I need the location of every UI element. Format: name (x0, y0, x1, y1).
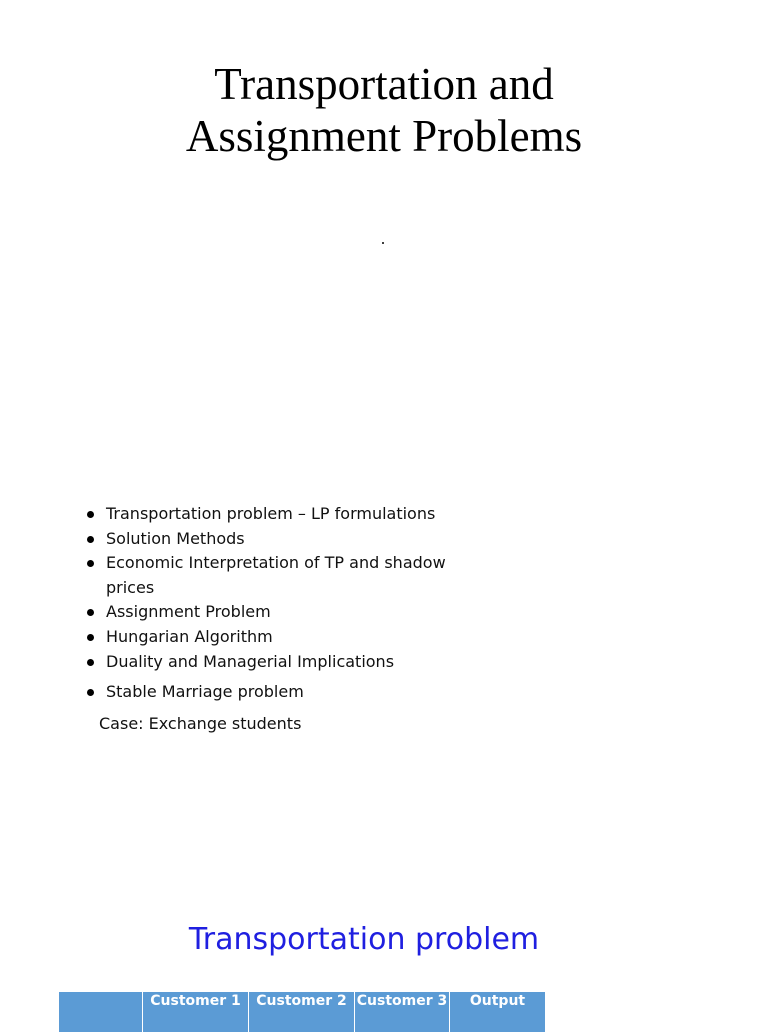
table-header-cell: Customer 3 (355, 992, 450, 1032)
outline-item: Economic Interpretation of TP and shadow prices (84, 551, 474, 600)
title-line-1: Transportation and (214, 59, 554, 109)
transport-table-header (59, 992, 545, 1032)
table-header-cell: Customer 1 (143, 992, 249, 1032)
outline-item: Stable Marriage problem (84, 680, 474, 705)
outline-item: Solution Methods (84, 527, 474, 552)
table-header-cell: Customer 2 (249, 992, 355, 1032)
outline-item: Transportation problem – LP formulations (84, 502, 474, 527)
case-note: Case: Exchange students (99, 714, 302, 733)
document-title (0, 58, 768, 162)
decorative-dot (382, 242, 384, 244)
table-header-cell: Output (469, 993, 526, 1009)
outline-item: Hungarian Algorithm (84, 625, 474, 650)
outline-item: Assignment Problem (84, 600, 474, 625)
outline-item: Duality and Managerial Implications (84, 650, 474, 675)
section-title: Transportation problem (188, 922, 540, 957)
table-header-cell (59, 992, 143, 1032)
title-line-2: Assignment Problems (185, 111, 583, 161)
outline-list (84, 502, 474, 705)
